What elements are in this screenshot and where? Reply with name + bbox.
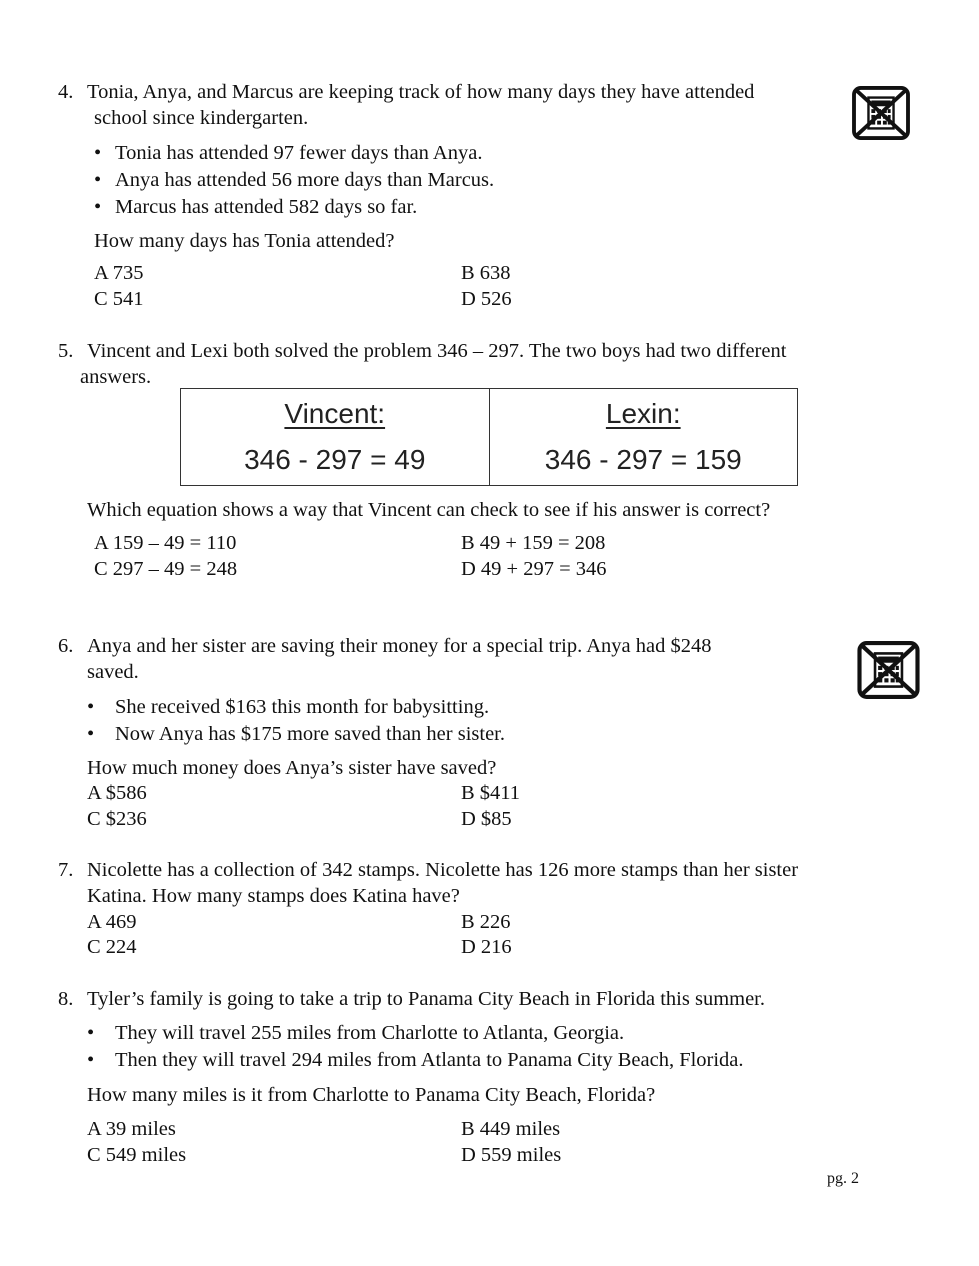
- q8-stem-line1: Tyler’s family is going to take a trip to Panama City Beach in Florida this summer.: [87, 988, 766, 1010]
- q8-number: 8.: [58, 988, 74, 1010]
- q6-question: How much money does Anya’s sister have saved?: [87, 757, 497, 779]
- q8-bullet: • Then they will travel 294 miles from Atlanta to Panama City Beach, Florida.: [87, 1049, 744, 1071]
- q6-number: 6.: [58, 635, 74, 657]
- q7-choice-a[interactable]: A 469: [87, 911, 137, 933]
- vincent-work-cell: [181, 389, 489, 485]
- q5-stem-line2: answers.: [80, 366, 152, 388]
- student-work-table: [180, 388, 798, 486]
- q5-choice-b[interactable]: B 49 + 159 = 208: [461, 532, 606, 554]
- q7-stem-line2: Katina. How many stamps does Katina have?: [87, 885, 460, 907]
- q8-choice-a[interactable]: A 39 miles: [87, 1118, 176, 1140]
- lexin-equation: 346 - 297 = 159: [544, 444, 742, 475]
- q5-stem-line1: Vincent and Lexi both solved the problem 346 – 297. The two boys had two different: [87, 340, 787, 362]
- lexin-work-cell: [489, 389, 798, 485]
- q7-choice-d[interactable]: D 216: [461, 936, 512, 958]
- q4-question: How many days has Tonia attended?: [94, 230, 395, 252]
- q7-number: 7.: [58, 859, 74, 881]
- q6-stem-line2: saved.: [87, 661, 139, 683]
- q4-bullet: • Marcus has attended 582 days so far.: [94, 196, 418, 218]
- lexin-name: Lexin:: [605, 398, 681, 429]
- q7-choice-c[interactable]: C 224: [87, 936, 137, 958]
- q5-choice-c[interactable]: C 297 – 49 = 248: [94, 558, 238, 580]
- q4-stem-line1: Tonia, Anya, and Marcus are keeping track of how many days they have attended: [87, 81, 755, 103]
- q6-choice-d[interactable]: D $85: [461, 808, 512, 830]
- q4-number: 4.: [58, 81, 74, 103]
- q8-choice-b[interactable]: B 449 miles: [461, 1118, 561, 1140]
- q8-choice-d[interactable]: D 559 miles: [461, 1144, 562, 1166]
- q6-choice-a[interactable]: A $586: [87, 782, 147, 804]
- q8-bullet: • They will travel 255 miles from Charlotte to Atlanta, Georgia.: [87, 1022, 625, 1044]
- q6-choice-c[interactable]: C $236: [87, 808, 147, 830]
- q4-stem-line2: school since kindergarten.: [94, 107, 309, 129]
- vincent-equation: 346 - 297 = 49: [244, 444, 426, 475]
- q5-choice-a[interactable]: A 159 – 49 = 110: [94, 532, 237, 554]
- q4-choice-a[interactable]: A 735: [94, 262, 144, 284]
- q6-choice-b[interactable]: B $411: [461, 782, 521, 804]
- vincent-name: Vincent:: [284, 398, 386, 429]
- no-calculator-icon: [852, 86, 910, 140]
- q8-question: How many miles is it from Charlotte to Panama City Beach, Florida?: [87, 1084, 656, 1106]
- q7-stem-line1: Nicolette has a collection of 342 stamps. Nicolette has 126 more stamps than her sister: [87, 859, 799, 881]
- no-calculator-icon: [857, 641, 920, 699]
- q5-question: Which equation shows a way that Vincent can check to see if his answer is correct?: [87, 499, 771, 521]
- q7-choice-b[interactable]: B 226: [461, 911, 511, 933]
- q4-bullet: • Anya has attended 56 more days than Marcus.: [94, 169, 495, 191]
- q6-stem-line1: Anya and her sister are saving their money for a special trip. Anya had $248: [87, 635, 712, 657]
- q4-choice-d[interactable]: D 526: [461, 288, 512, 310]
- q6-bullet: • She received $163 this month for babysitting.: [87, 696, 490, 718]
- page-number: pg. 2: [827, 1170, 859, 1187]
- q4-choice-c[interactable]: C 541: [94, 288, 144, 310]
- q4-choice-b[interactable]: B 638: [461, 262, 511, 284]
- q5-choice-d[interactable]: D 49 + 297 = 346: [461, 558, 607, 580]
- q6-bullet: • Now Anya has $175 more saved than her sister.: [87, 723, 505, 745]
- q4-bullet: • Tonia has attended 97 fewer days than Anya.: [94, 142, 483, 164]
- q8-choice-c[interactable]: C 549 miles: [87, 1144, 187, 1166]
- q5-number: 5.: [58, 340, 74, 362]
